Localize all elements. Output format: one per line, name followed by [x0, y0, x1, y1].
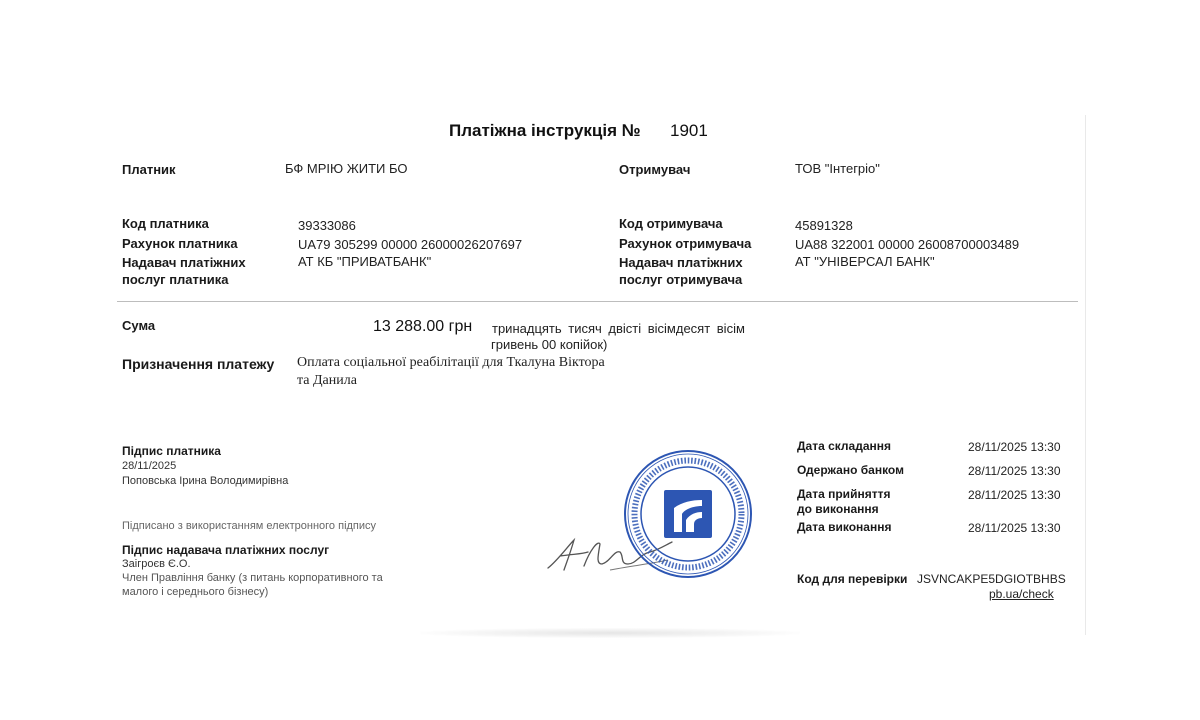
- date-created-value: 28/11/2025 13:30: [968, 440, 1061, 454]
- amount-label: Сума: [122, 318, 156, 333]
- payer-provider: АТ КБ "ПРИВАТБАНК": [298, 254, 432, 269]
- payer-label: Платник: [122, 162, 176, 177]
- recipient-label: Отримувач: [619, 162, 691, 177]
- verification-code: JSVNCAKPE5DGIOTBHBS: [917, 572, 1066, 586]
- document-title: Платіжна інструкція №: [449, 121, 641, 140]
- page-edge-line: [1085, 115, 1086, 635]
- purpose-line-2: та Данила: [297, 373, 357, 388]
- bank-stamp-icon: [622, 448, 754, 580]
- verification-link[interactable]: pb.ua/check: [989, 587, 1054, 601]
- date-accepted-label-2: до виконання: [797, 502, 879, 516]
- amount-value: 13 288.00 грн: [373, 318, 473, 335]
- page-bottom-shadow: [420, 628, 800, 638]
- recipient-provider-label-1: Надавач платіжних: [619, 255, 743, 270]
- recipient-account-label: Рахунок отримувача: [619, 236, 752, 251]
- provider-role-line-1: Член Правління банку (з питань корпоративного та: [122, 572, 383, 584]
- recipient-code-label: Код отримувача: [619, 216, 723, 231]
- date-created-label: Дата складання: [797, 439, 892, 453]
- payer-signatory-name: Поповська Ірина Володимирівна: [122, 475, 289, 487]
- purpose-line-1: Оплата соціальної реабілітації для Ткалуна Віктора: [297, 355, 605, 370]
- payer-signature-label: Підпис платника: [122, 444, 221, 458]
- date-executed-value: 28/11/2025 13:30: [968, 521, 1061, 535]
- payer-account: UA79 305299 00000 26000026207697: [298, 237, 523, 252]
- date-executed-label: Дата виконання: [797, 520, 892, 534]
- provider-role-line-2: малого і середнього бізнесу): [122, 586, 269, 598]
- date-accepted-label-1: Дата прийняття: [797, 487, 891, 501]
- amount-words-line-2: гривень 00 копійок): [491, 337, 608, 352]
- amount-words-line-1: тринадцять тисяч двісті вісімдесят вісім: [492, 321, 745, 336]
- payer-code: 39333086: [298, 218, 356, 233]
- payer-account-label: Рахунок платника: [122, 236, 238, 251]
- date-received-label: Одержано банком: [797, 463, 904, 477]
- payer-name: БФ МРІЮ ЖИТИ БО: [285, 161, 408, 176]
- payer-code-label: Код платника: [122, 216, 209, 231]
- date-accepted-value: 28/11/2025 13:30: [968, 488, 1061, 502]
- verification-label: Код для перевірки: [797, 572, 908, 586]
- document-number: 1901: [670, 121, 708, 140]
- payer-provider-label-1: Надавач платіжних: [122, 255, 246, 270]
- recipient-provider: АТ "УНІВЕРСАЛ БАНК": [795, 254, 935, 269]
- purpose-label: Призначення платежу: [122, 356, 275, 372]
- date-received-value: 28/11/2025 13:30: [968, 464, 1061, 478]
- provider-signatory-name: Заігроєв Є.О.: [122, 558, 191, 570]
- recipient-account: UA88 322001 00000 26008700003489: [795, 237, 1020, 252]
- recipient-code: 45891328: [795, 218, 853, 233]
- recipient-name: ТОВ "Інтегріо": [795, 161, 880, 176]
- esign-note: Підписано з використанням електронного підпису: [122, 520, 377, 532]
- payer-provider-label-2: послуг платника: [122, 272, 229, 287]
- provider-signature-label: Підпис надавача платіжних послуг: [122, 543, 330, 557]
- payer-signature-date: 28/11/2025: [122, 460, 177, 472]
- recipient-provider-label-2: послуг отримувача: [619, 272, 743, 287]
- section-divider: [117, 301, 1078, 302]
